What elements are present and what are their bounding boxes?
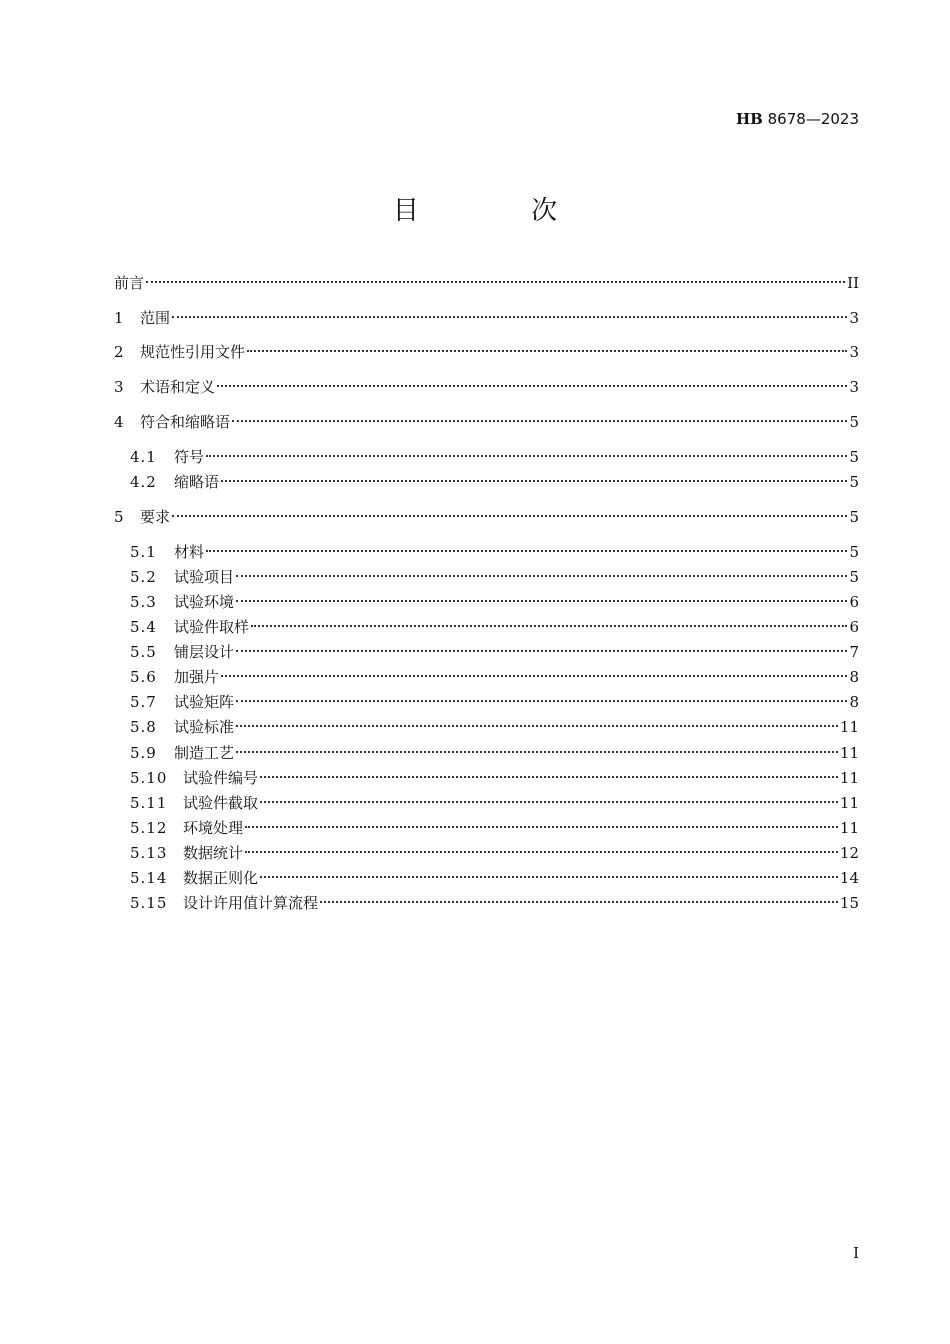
toc-entry-number: 4.1 [130, 448, 157, 466]
toc-entry[interactable] [130, 743, 859, 763]
toc-entry-page: II [847, 274, 859, 292]
toc-entry-page: 5 [849, 413, 859, 431]
toc-entry[interactable] [130, 617, 859, 637]
toc-leader [232, 420, 847, 422]
toc-leader [221, 480, 847, 482]
toc-entry[interactable] [130, 447, 859, 467]
toc-entry-number: 1 [114, 309, 125, 327]
toc-entry-label: 数据正则化 [183, 869, 259, 887]
toc-entry-label: 试验矩阵 [174, 693, 235, 711]
toc-entry-label: 设计许用值计算流程 [183, 894, 319, 912]
toc-entry-page: 6 [849, 618, 859, 636]
toc-entry-page: 14 [839, 869, 859, 887]
toc-entry-page: 8 [849, 668, 859, 686]
toc-entry-page: 3 [849, 378, 859, 396]
toc-leader [172, 316, 847, 318]
toc-entry-number: 5.9 [130, 744, 157, 762]
toc-entry[interactable] [114, 412, 859, 432]
toc-entry-page: 15 [839, 894, 859, 912]
toc-leader [251, 625, 847, 627]
toc-entry-number: 5.7 [130, 693, 157, 711]
toc-entry-label: 前言 [114, 274, 145, 292]
toc-entry[interactable] [130, 868, 859, 888]
toc-leader [245, 851, 838, 853]
toc-entry-page: 5 [849, 543, 859, 561]
toc-leader [260, 776, 838, 778]
toc-entry[interactable] [114, 507, 859, 527]
toc-entry-label: 加强片 [174, 668, 220, 686]
toc-entry-number: 5.1 [130, 543, 157, 561]
toc-entry-number: 5.6 [130, 668, 157, 686]
toc-entry-label: 规范性引用文件 [140, 343, 246, 361]
toc-entry-label: 术语和定义 [140, 378, 216, 396]
toc-entry-label: 试验件取样 [174, 618, 250, 636]
toc-entry-label: 缩略语 [174, 473, 220, 491]
toc-entry-label: 符合和缩略语 [140, 413, 231, 431]
toc-entry-page: 7 [849, 643, 859, 661]
toc-entry[interactable] [130, 793, 859, 813]
toc-leader [221, 675, 847, 677]
toc-entry[interactable] [130, 592, 859, 612]
toc-entry-label: 符号 [174, 448, 205, 466]
toc-entry[interactable] [130, 893, 859, 913]
toc-entry-page: 11 [839, 718, 859, 736]
toc-entry[interactable] [130, 692, 859, 712]
toc-leader [217, 385, 847, 387]
toc-entry[interactable] [114, 342, 859, 362]
toc-entry-label: 范围 [140, 309, 171, 327]
page-number: I [853, 1244, 859, 1262]
toc-entry-number: 5.13 [130, 844, 168, 862]
toc-leader [260, 876, 838, 878]
toc-leader [236, 751, 838, 753]
toc-entry-number: 4 [114, 413, 125, 431]
toc-entry-page: 11 [839, 794, 859, 812]
toc-entry[interactable] [114, 377, 859, 397]
toc-entry-number: 5.8 [130, 718, 157, 736]
toc-entry-label: 材料 [174, 543, 205, 561]
toc-entry-label: 环境处理 [183, 819, 244, 837]
toc-entry[interactable] [130, 567, 859, 587]
toc-entry-number: 5.14 [130, 869, 168, 887]
toc-entry-number: 2 [114, 343, 125, 361]
toc-entry-label: 铺层设计 [174, 643, 235, 661]
toc-entry-number: 5.11 [130, 794, 168, 812]
toc-entry-number: 5.2 [130, 568, 157, 586]
toc-entry-number: 5.10 [130, 769, 168, 787]
toc-entry-page: 11 [839, 819, 859, 837]
toc-entry-page: 11 [839, 769, 859, 787]
toc-entry-label: 试验标准 [174, 718, 235, 736]
toc-entry-number: 3 [114, 378, 125, 396]
toc-leader [247, 350, 847, 352]
toc-entry[interactable] [130, 717, 859, 737]
toc-entry[interactable] [130, 472, 859, 492]
toc-leader [236, 575, 847, 577]
toc-leader [260, 801, 838, 803]
toc-leader [236, 600, 847, 602]
toc-entry[interactable] [130, 542, 859, 562]
toc-entry[interactable] [114, 273, 859, 293]
toc-entry-label: 试验件截取 [183, 794, 259, 812]
toc-entry-number: 5 [114, 508, 125, 526]
toc-leader [236, 725, 838, 727]
toc-entry-page: 3 [849, 343, 859, 361]
toc-leader [172, 515, 847, 517]
toc-entry[interactable] [130, 642, 859, 662]
toc-entry-page: 11 [839, 744, 859, 762]
toc-entry-label: 数据统计 [183, 844, 244, 862]
toc-entry-page: 12 [839, 844, 859, 862]
toc-entry[interactable] [114, 308, 859, 328]
toc-entry-page: 5 [849, 448, 859, 466]
toc-entry-number: 5.15 [130, 894, 168, 912]
toc-leader [236, 650, 847, 652]
toc-title: 目 次 [392, 196, 610, 226]
toc-entry-number: 5.12 [130, 819, 168, 837]
document-code-number: 8678—2023 [767, 110, 859, 128]
toc-entry-number: 5.5 [130, 643, 157, 661]
toc-entry-number: 5.3 [130, 593, 157, 611]
toc-entry-page: 5 [849, 568, 859, 586]
toc-entry-number: 4.2 [130, 473, 157, 491]
toc-entry-number: 5.4 [130, 618, 157, 636]
toc-entry-page: 3 [849, 309, 859, 327]
toc-entry-page: 6 [849, 593, 859, 611]
toc-entry-label: 制造工艺 [174, 744, 235, 762]
toc-leader [206, 550, 847, 552]
toc-entry[interactable] [130, 818, 859, 838]
toc-entry-label: 试验件编号 [183, 769, 259, 787]
toc-leader [146, 281, 845, 283]
toc-entry[interactable] [130, 843, 859, 863]
document-code-prefix: HB [736, 110, 763, 128]
toc-entry[interactable] [130, 768, 859, 788]
toc-entry-label: 试验环境 [174, 593, 235, 611]
toc-entry-label: 试验项目 [174, 568, 235, 586]
toc-entry-page: 5 [849, 473, 859, 491]
toc-leader [320, 901, 838, 903]
toc-leader [206, 455, 847, 457]
toc-entry-page: 5 [849, 508, 859, 526]
toc-entry-page: 8 [849, 693, 859, 711]
toc-leader [236, 700, 847, 702]
toc-entry-label: 要求 [140, 508, 171, 526]
toc-entry[interactable] [130, 667, 859, 687]
toc-leader [245, 826, 838, 828]
